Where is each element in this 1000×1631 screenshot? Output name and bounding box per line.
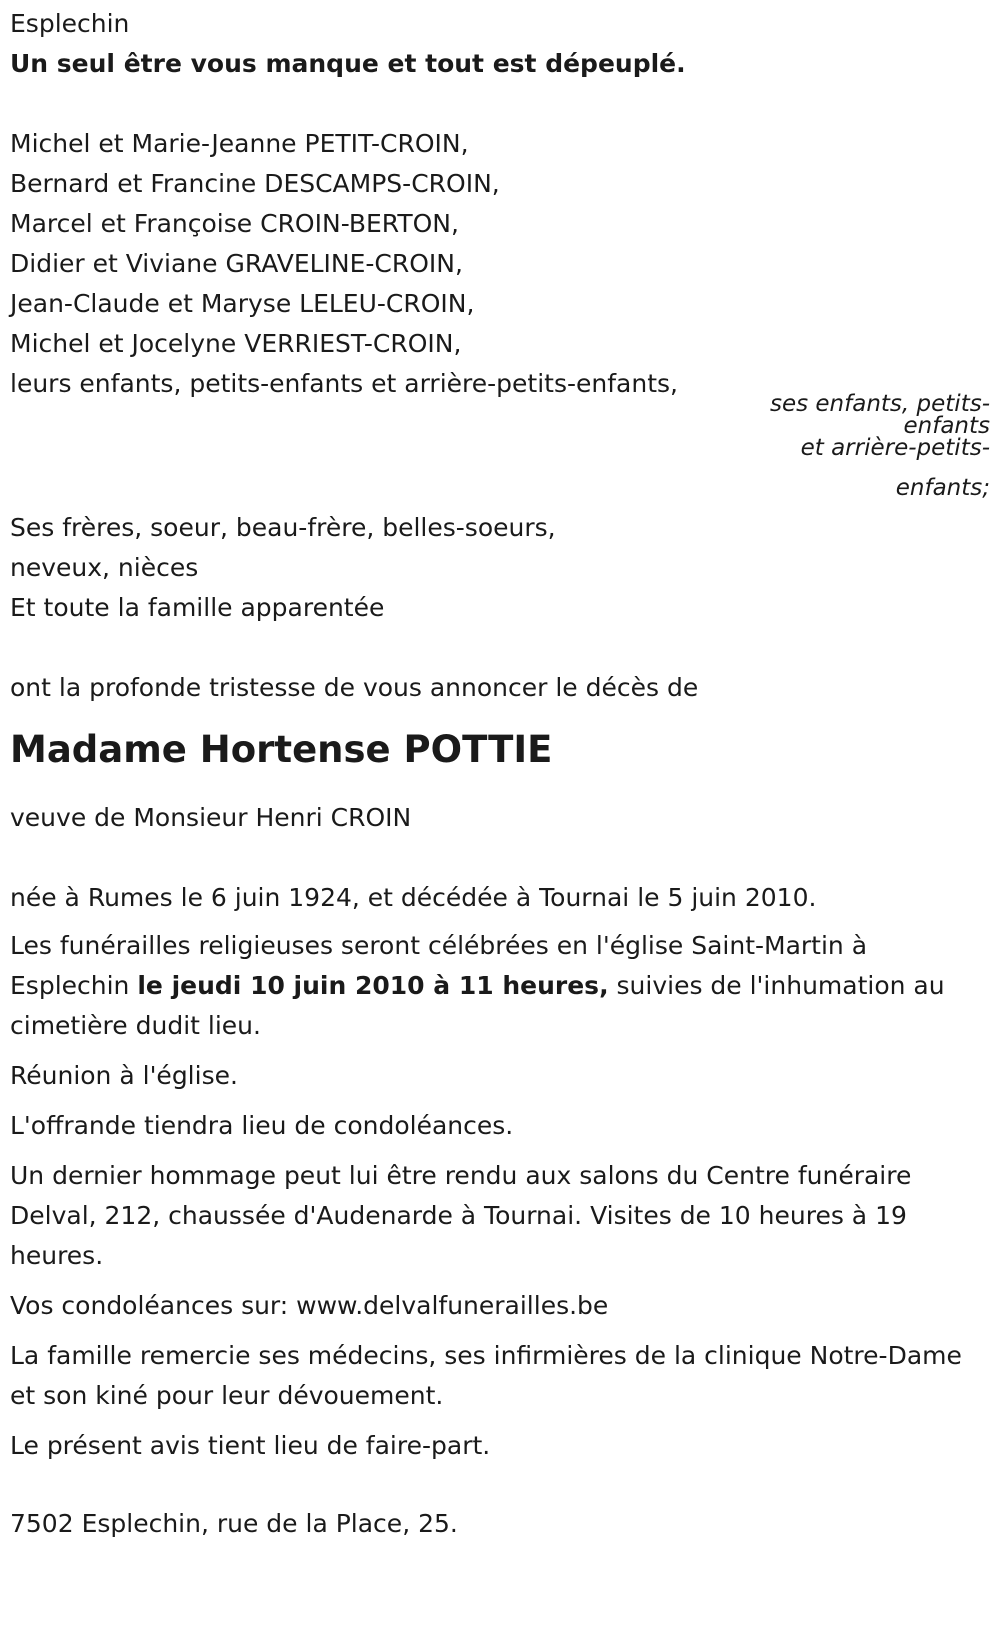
tribute: Un dernier hommage peut lui être rendu aux salons du Centre funéraire Delval, 212, chaussée d'Audenarde à Tournai. Visites de 10 heures à 19 heures. bbox=[10, 1161, 912, 1270]
place-header: Esplechin bbox=[10, 9, 130, 38]
widow-of: veuve de Monsieur Henri CROIN bbox=[10, 803, 412, 832]
relatives-list bbox=[10, 508, 990, 628]
side-note-line: ses enfants, petits- bbox=[769, 391, 990, 417]
family-line: Marcel et Françoise CROIN-BERTON, bbox=[10, 209, 459, 238]
spacer bbox=[10, 628, 990, 668]
funeral-text: Les funérailles religieuses seront célébrées en l'église Saint-Martin à Esplechin bbox=[10, 931, 868, 1000]
spacer bbox=[10, 84, 990, 124]
family-line: Jean-Claude et Maryse LELEU-CROIN, bbox=[10, 289, 475, 318]
quote: Un seul être vous manque et tout est dépeuplé. bbox=[10, 49, 686, 78]
funeral-date: le jeudi 10 juin 2010 à 11 heures, bbox=[137, 971, 609, 1000]
side-note-line: enfants; bbox=[895, 475, 990, 501]
relatives-line: Et toute la famille apparentée bbox=[10, 593, 385, 622]
funeral-details bbox=[10, 926, 990, 1046]
family-line: Michel et Jocelyne VERRIEST-CROIN, bbox=[10, 329, 462, 358]
address: 7502 Esplechin, rue de la Place, 25. bbox=[10, 1509, 458, 1538]
relatives-line: neveux, nièces bbox=[10, 553, 199, 582]
family-line: Didier et Viviane GRAVELINE-CROIN, bbox=[10, 249, 463, 278]
thanks: La famille remercie ses médecins, ses infirmières de la clinique Notre-Dame et son kiné pour leur dévouement. bbox=[10, 1341, 962, 1410]
deceased-name: Madame Hortense POTTIE bbox=[10, 728, 553, 771]
spacer bbox=[10, 1476, 990, 1504]
family-list bbox=[10, 124, 990, 404]
offering: L'offrande tiendra lieu de condoléances. bbox=[10, 1111, 514, 1140]
condolences: Vos condoléances sur: www.delvalfunerailles.be bbox=[10, 1291, 609, 1320]
family-line: Michel et Marie-Jeanne PETIT-CROIN, bbox=[10, 129, 469, 158]
obituary-notice bbox=[10, 4, 990, 1544]
funeral-text-end: suivies de l'inhumation au cimetière dudit lieu. bbox=[10, 971, 945, 1040]
announcement: ont la profonde tristesse de vous annoncer le décès de bbox=[10, 673, 699, 702]
birth-death: née à Rumes le 6 juin 1924, et décédée à Tournai le 5 juin 2010. bbox=[10, 883, 817, 912]
spacer bbox=[10, 838, 990, 878]
notice: Le présent avis tient lieu de faire-part. bbox=[10, 1431, 491, 1460]
relatives-line: Ses frères, soeur, beau-frère, belles-soeurs, bbox=[10, 513, 556, 542]
family-line: leurs enfants, petits-enfants et arrière-petits-enfants, bbox=[10, 369, 678, 398]
meeting: Réunion à l'église. bbox=[10, 1061, 238, 1090]
side-note-line: enfants bbox=[903, 413, 990, 439]
family-line: Bernard et Francine DESCAMPS-CROIN, bbox=[10, 169, 500, 198]
side-note-line: et arrière-petits- bbox=[800, 435, 990, 461]
